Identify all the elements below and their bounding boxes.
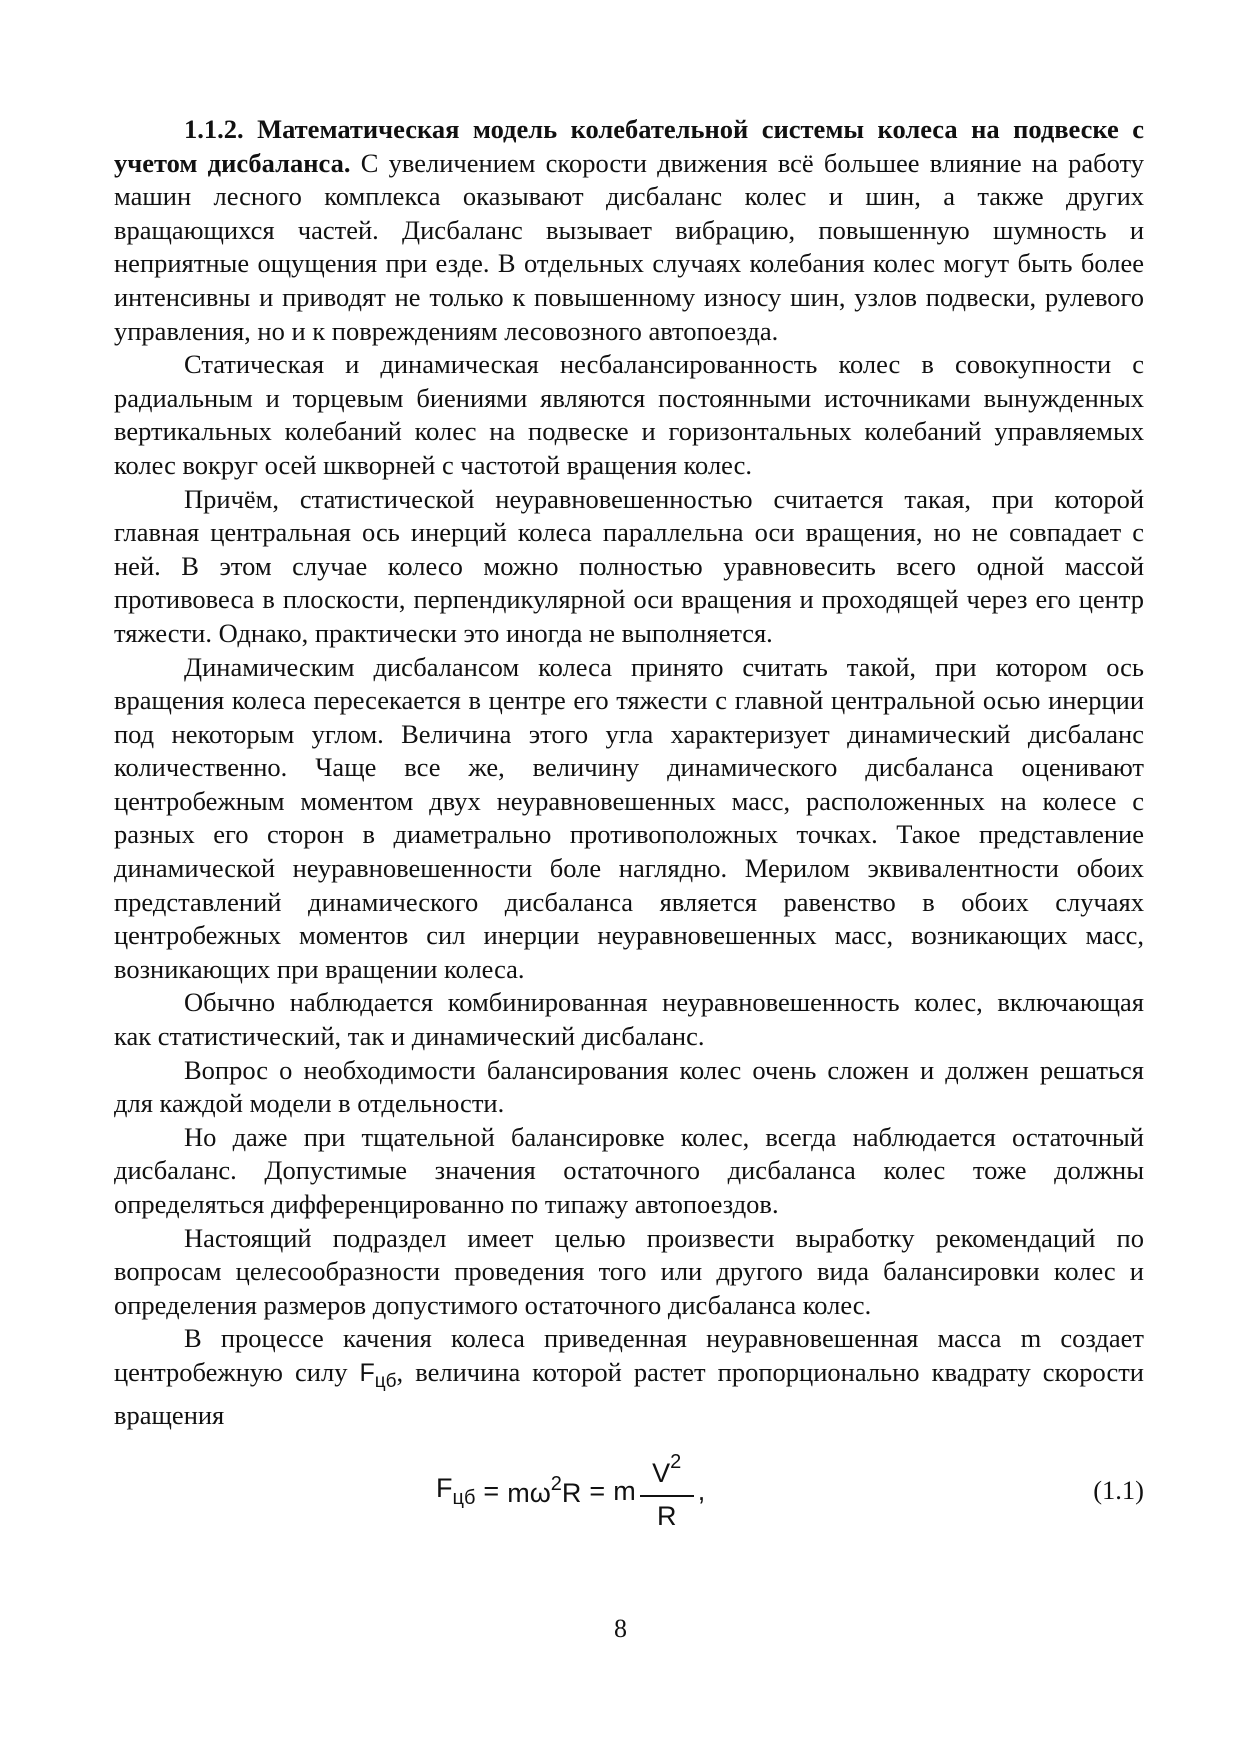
eq-lhs xyxy=(436,1473,475,1510)
paragraph-8: Настоящий подраздел имеет целью произвести выработку рекомендаций по вопросам целесообразности проведения того или другого вида балансировки колес и определения размеров допустимого остаточного дисбаланса колес. xyxy=(114,1222,1144,1320)
section-heading: 1.1.2. Математическая модель колебательной системы колеса на подвеске с учетом дисбаланса. xyxy=(114,114,1144,178)
paragraph-intro xyxy=(114,113,1144,348)
paragraph-9 xyxy=(114,1322,1144,1432)
eq-middle-sup: 2 xyxy=(550,1473,562,1496)
eq-lhs-base: F xyxy=(436,1472,453,1503)
inline-symbol-subscript: цб xyxy=(374,1370,397,1392)
paragraph-5: Обычно наблюдается комбинированная неуравновешенность колес, включающая как статистический, так и динамический дисбаланс. xyxy=(114,987,1144,1052)
paragraph-2: Статическая и динамическая несбалансированность колес в совокупности с радиальным и торцевым биениями являются постоянными источниками вынужденных вертикальных колебаний колес на подвеске и горизонтальных колебаний управляемых колес вокруг осей шкворней с частотой вращения колес. xyxy=(114,349,1144,480)
eq-fraction-denominator: R xyxy=(656,1500,677,1531)
page-number: 8 xyxy=(614,1614,627,1643)
eq-lhs-sub: цб xyxy=(452,1486,476,1509)
paragraph-9-lead: В процессе качения колеса приведенная неуравновешенная масса m создает центробежную силу xyxy=(114,1323,1144,1387)
eq-middle xyxy=(507,1473,581,1509)
paragraph-4: Динамическим дисбалансом колеса принято считать такой, при котором ось вращения колеса пересекается в центре его тяжести с главной центральной осью инерции под некоторым углом. Величина этого угла характеризует динамический дисбаланс количественно. Чаще все же, величину динамического дисбаланса оценивают центробежным моментом двух неуравновешенных масс, расположенных на колесе с разных его сторон в диаметрально противоположных точках. Такое представление динамической неуравновешенности боле наглядно. Мерилом эквивалентности обоих представлений динамического дисбаланса является равенство в обоих случаях центробежных моментов сил инерции неуравновешенных масс, возникающих масс, возникающих при вращении колеса. xyxy=(114,651,1144,984)
equation-1-1 xyxy=(114,1438,1144,1544)
eq-fraction xyxy=(640,1451,694,1532)
page-body xyxy=(114,113,1144,1544)
inline-centrifugal-force-symbol xyxy=(359,1358,397,1392)
equation-number: (1.1) xyxy=(1093,1475,1144,1506)
eq-middle-tail: R xyxy=(561,1478,582,1509)
eq-rhs-prefix: m xyxy=(613,1475,636,1506)
eq-equals-2: = xyxy=(589,1475,606,1506)
paragraph-1-text: С увеличением скорости движения всё большее влияние на работу машин лесного комплекса оказывают дисбаланс колес и шин, а также других вращающихся частей. Дисбаланс вызывает вибрацию, повышенную шумность и неприятные ощущения при езде. В отдельных случаях колебания колес могут быть более интенсивны и приводят не только к повышенному износу шин, узлов подвески, рулевого управления, но и к повреждениям лесовозного автопоезда. xyxy=(114,147,1144,346)
eq-num-sup: 2 xyxy=(670,1450,682,1473)
eq-num-base: V xyxy=(652,1457,671,1488)
eq-trailing-comma: , xyxy=(697,1475,706,1506)
eq-middle-base: mω xyxy=(507,1478,551,1509)
paragraph-9-tail: , величина которой растет пропорционально квадрату скорости вращения xyxy=(114,1356,1144,1430)
paragraph-7: Но даже при тщательной балансировке колес, всегда наблюдается остаточный дисбаланс. Допустимые значения остаточного дисбаланса колес тоже должны определяться дифференцированно по типажу автопоездов. xyxy=(114,1121,1144,1219)
eq-equals-1: = xyxy=(483,1475,500,1506)
paragraph-6: Вопрос о необходимости балансирования колес очень сложен и должен решаться для каждой модели в отдельности. xyxy=(114,1054,1144,1119)
inline-symbol-base: F xyxy=(359,1358,375,1387)
equation-body xyxy=(436,1438,705,1544)
paragraph-3: Причём, статистической неуравновешенностью считается такая, при которой главная центральная ось инерций колеса параллельна оси вращения, но не совпадает с ней. В этом случае колесо можно полностью уравновесить всего одной массой противовеса в плоскости, перпендикулярной оси вращения и проходящей через его центр тяжести. Однако, практически это иногда не выполняется. xyxy=(114,483,1144,648)
eq-fraction-numerator xyxy=(648,1451,685,1495)
